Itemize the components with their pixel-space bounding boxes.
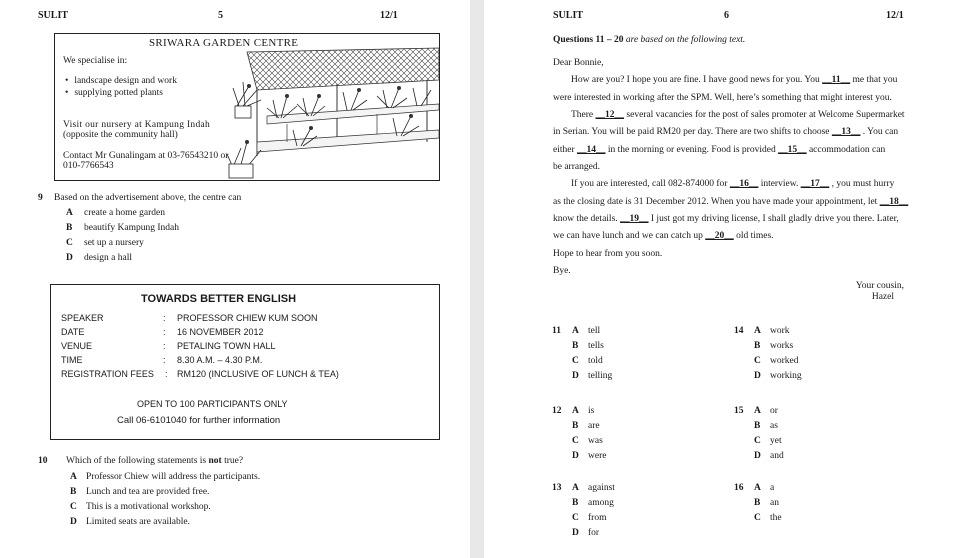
q10-option-text: Professor Chiew will address the participants.	[86, 472, 261, 482]
q10-number: 10	[38, 456, 48, 466]
letter-line	[571, 110, 905, 120]
sulit-label: SULIT	[38, 10, 69, 21]
section-intro-range: Questions 11 – 20	[553, 35, 624, 45]
q11-option-text: tell	[588, 326, 601, 336]
q9-number: 9	[38, 193, 43, 203]
notice-value: 16 NOVEMBER 2012	[177, 327, 264, 337]
notice-sep: :	[165, 369, 168, 379]
q15-option-text: as	[770, 421, 778, 431]
q16-option-text: a	[770, 483, 775, 493]
letter-text: accommodation can	[806, 145, 886, 155]
q11-option-text: telling	[588, 371, 613, 381]
blank-16: __16__	[729, 179, 759, 189]
q10-option-letter: B	[70, 487, 77, 497]
section-intro-text: are based on the following text.	[623, 35, 746, 45]
letter-text: How are you? I hope you are fine. I have good news for you. You	[571, 75, 823, 85]
page-number: 5	[218, 10, 223, 21]
letter-line	[553, 197, 908, 207]
letter-text: in the morning or evening. Food is provided	[605, 145, 779, 155]
advert-title: SRIWARA GARDEN CENTRE	[149, 37, 299, 49]
blank-15: __15__	[778, 145, 807, 155]
q14-option-letter: D	[754, 371, 761, 381]
letter-line	[553, 214, 899, 224]
q11-option-text: tells	[588, 341, 604, 351]
letter-text: we can have lunch and we can catch up	[553, 231, 706, 241]
q11-option-letter: D	[572, 371, 579, 381]
q10-option-letter: D	[70, 517, 77, 527]
letter-text: , you must hurry	[829, 179, 895, 189]
blank-11: __11__	[822, 75, 851, 85]
q13-number: 13	[552, 483, 562, 493]
letter-text: several vacancies for the post of sales promoter at Welcome Supermarket	[624, 110, 905, 120]
q12-option-text: were	[588, 451, 607, 461]
letter-text: interview.	[758, 179, 801, 189]
advert-contact: Contact Mr Gunalingam at 03-76543210 or	[63, 151, 229, 161]
blank-19: __19__	[620, 214, 649, 224]
q16-option-letter: A	[754, 483, 761, 493]
q14-option-text: working	[770, 371, 802, 381]
blank-20: __20__	[705, 231, 734, 241]
letter-line	[571, 75, 897, 85]
notice-open-to: OPEN TO 100 PARTICIPANTS ONLY	[137, 399, 288, 409]
q15-option-text: yet	[770, 436, 782, 446]
section-intro	[553, 35, 745, 45]
q10-option-text: This is a motivational workshop.	[86, 502, 211, 512]
sulit-label: SULIT	[553, 10, 584, 21]
notice-label: REGISTRATION FEES	[61, 369, 154, 379]
q12-option-letter: A	[572, 406, 579, 416]
q15-option-letter: C	[754, 436, 761, 446]
letter-line	[553, 231, 774, 241]
q10-option-letter: C	[70, 502, 77, 512]
q9-option-text: design a hall	[84, 253, 133, 263]
q10-option-text: Limited seats are available.	[86, 517, 190, 527]
q14-option-letter: C	[754, 356, 761, 366]
q9-option-text: beautify Kampung Indah	[84, 223, 179, 233]
letter-line	[553, 145, 885, 155]
notice-label: SPEAKER	[61, 313, 104, 323]
q15-number: 15	[734, 406, 744, 416]
letter-line	[553, 127, 898, 137]
q13-option-letter: D	[572, 528, 579, 538]
advert-visit: Visit our nursery at Kampung Indah	[63, 120, 211, 130]
letter-signature: Hazel	[871, 292, 894, 302]
letter-text: as the closing date is 31 December 2012. When you have made your appointment, let	[553, 197, 880, 207]
notice-value: 8.30 A.M. – 4.30 P.M.	[177, 355, 263, 365]
q16-number: 16	[734, 483, 744, 493]
q14-option-text: works	[770, 341, 794, 351]
letter-line: Bye.	[553, 266, 571, 276]
q11-option-text: told	[588, 356, 603, 366]
q10-stem-text: true?	[221, 456, 244, 466]
q13-option-text: against	[588, 483, 615, 493]
letter-text: I just got my driving license, I shall gladly drive you there. Later,	[648, 214, 899, 224]
letter-text: either	[553, 145, 578, 155]
letter-line: Hope to hear from you soon.	[553, 249, 663, 259]
q13-option-text: among	[588, 498, 614, 508]
letter-line: be arranged.	[553, 162, 600, 172]
q16-option-letter: B	[754, 498, 761, 508]
q16-option-text: an	[770, 498, 779, 508]
q9-option-letter: B	[66, 223, 73, 233]
q12-option-letter: C	[572, 436, 579, 446]
letter-text: . You can	[860, 127, 899, 137]
advert-box	[54, 33, 440, 181]
q12-option-text: was	[588, 436, 603, 446]
advert-visit-note: (opposite the community hall)	[63, 130, 178, 140]
q13-option-text: for	[588, 528, 600, 538]
paper-code: 12/1	[380, 10, 398, 21]
q13-option-letter: B	[572, 498, 579, 508]
q15-option-letter: A	[754, 406, 761, 416]
paper-code: 12/1	[886, 10, 904, 21]
advert-bullet	[65, 76, 177, 86]
q9-option-text: create a home garden	[84, 208, 165, 218]
q10-stem	[66, 456, 243, 466]
q14-option-text: worked	[770, 356, 799, 366]
notice-value: RM120 (INCLUSIVE OF LUNCH & TEA)	[177, 369, 339, 379]
page-5	[0, 0, 470, 558]
notice-call: Call 06-6101040 for further information	[117, 415, 281, 426]
advert-bullet-text: landscape design and work	[74, 76, 177, 86]
page-6	[484, 0, 960, 558]
blank-18: __18__	[879, 197, 909, 207]
q13-option-letter: C	[572, 513, 579, 523]
blank-13: __13__	[831, 127, 861, 137]
blank-14: __14__	[577, 145, 606, 155]
letter-text: in Serian. You will be paid RM20 per day. There are two shifts to choose	[553, 127, 832, 137]
garden-illustration	[227, 46, 439, 180]
q13-option-letter: A	[572, 483, 579, 493]
q12-option-text: is	[588, 406, 595, 416]
notice-sep: :	[163, 355, 166, 365]
q13-option-text: from	[588, 513, 607, 523]
q16-option-letter: C	[754, 513, 761, 523]
notice-value: PROFESSOR CHIEW KUM SOON	[177, 313, 318, 323]
q10-option-text: Lunch and tea are provided free.	[86, 487, 210, 497]
q11-number: 11	[552, 326, 561, 336]
q15-option-text: and	[770, 451, 784, 461]
q12-option-letter: D	[572, 451, 579, 461]
blank-17: __17__	[800, 179, 830, 189]
notice-label: VENUE	[61, 341, 93, 351]
q10-stem-text: Which of the following statements is	[66, 456, 209, 466]
notice-title: TOWARDS BETTER ENGLISH	[141, 293, 297, 305]
notice-box	[50, 284, 440, 440]
q12-option-text: are	[588, 421, 600, 431]
letter-closing: Your cousin,	[855, 281, 904, 291]
letter-line	[571, 179, 894, 189]
q15-option-text: or	[770, 406, 778, 416]
letter-line: were interested in working after the SPM. Well, here’s something that might interest you.	[553, 93, 892, 103]
blank-12: __12__	[595, 110, 625, 120]
letter-salutation: Dear Bonnie,	[553, 58, 604, 68]
q9-option-letter: D	[66, 253, 73, 263]
q9-option-letter: C	[66, 238, 73, 248]
q16-option-text: the	[770, 513, 782, 523]
notice-value: PETALING TOWN HALL	[177, 341, 276, 351]
q10-option-letter: A	[70, 472, 77, 482]
letter-text: know the details.	[553, 214, 621, 224]
letter-text: If you are interested, call 082-874000 for	[571, 179, 730, 189]
letter-text: There	[571, 110, 596, 120]
advert-bullet	[65, 88, 163, 98]
q9-option-letter: A	[66, 208, 73, 218]
notice-label: DATE	[61, 327, 85, 337]
q14-option-letter: A	[754, 326, 761, 336]
notice-sep: :	[163, 341, 166, 351]
notice-sep: :	[163, 327, 166, 337]
q14-number: 14	[734, 326, 744, 336]
q12-option-letter: B	[572, 421, 579, 431]
notice-label: TIME	[61, 355, 83, 365]
q11-option-letter: B	[572, 341, 579, 351]
q14-option-letter: B	[754, 341, 761, 351]
q15-option-letter: D	[754, 451, 761, 461]
q11-option-letter: C	[572, 356, 579, 366]
advert-contact-2: 010-7766543	[63, 161, 114, 171]
letter-text: me that you	[850, 75, 898, 85]
advert-specialise: We specialise in:	[63, 56, 128, 66]
q12-number: 12	[552, 406, 562, 416]
advert-bullet-text: supplying potted plants	[74, 88, 163, 98]
q11-option-letter: A	[572, 326, 579, 336]
q15-option-letter: B	[754, 421, 761, 431]
q9-stem: Based on the advertisement above, the centre can	[54, 193, 242, 203]
letter-text: old times.	[733, 231, 774, 241]
q10-stem-emphasis: not	[208, 456, 222, 466]
q9-option-text: set up a nursery	[84, 238, 144, 248]
page-number: 6	[724, 10, 729, 21]
notice-sep: :	[163, 313, 166, 323]
q14-option-text: work	[770, 326, 790, 336]
